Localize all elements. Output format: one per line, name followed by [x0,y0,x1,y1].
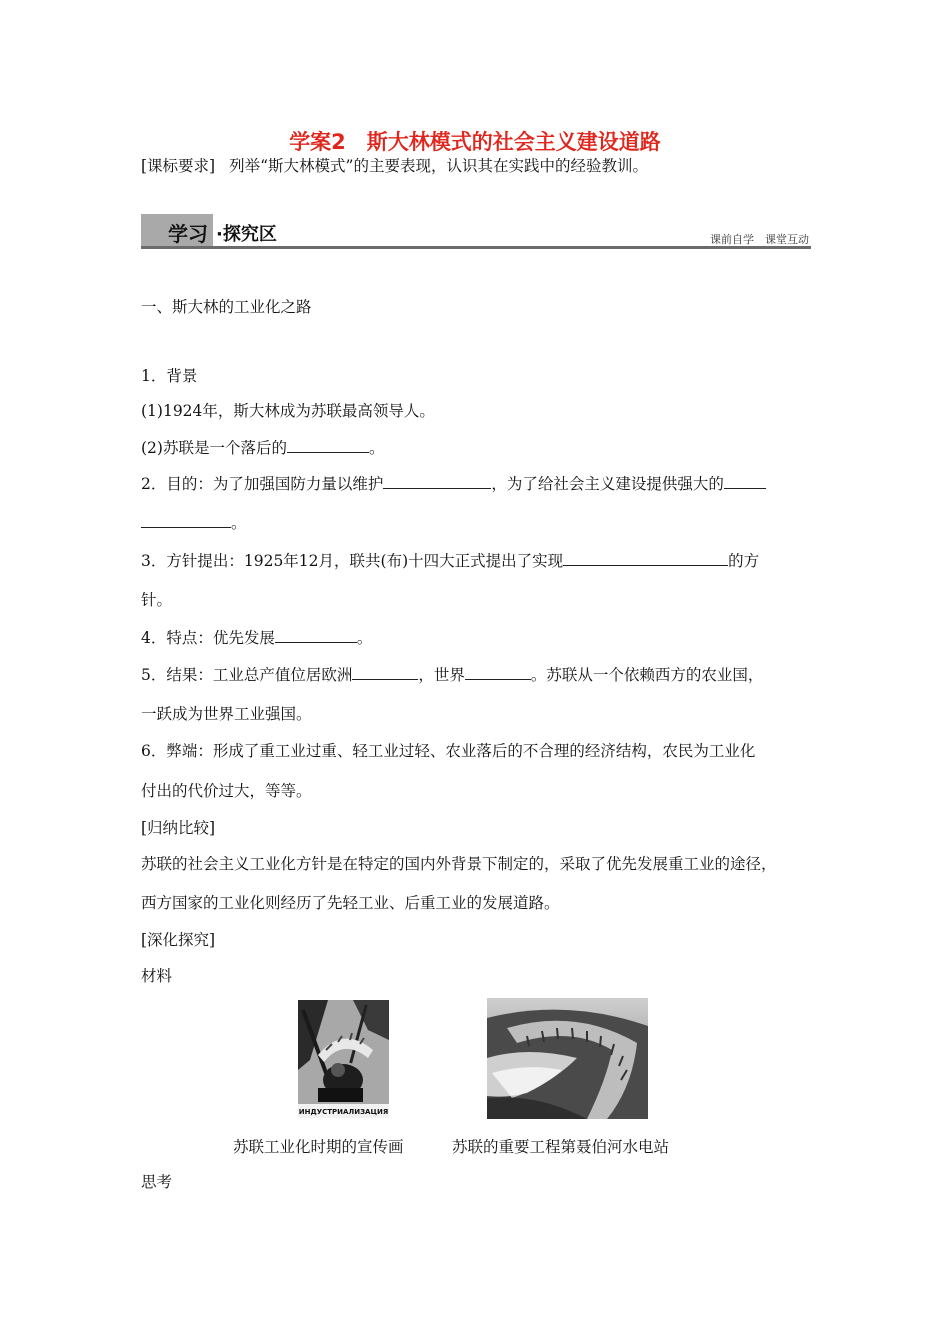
item-1-sub-1: (1)1924年，斯大林成为苏联最高领导人。 [141,402,435,420]
fill-blank[interactable] [383,473,491,489]
poster-illustration [298,1000,389,1118]
figure-1-caption: 苏联工业化时期的宣传画 [233,1138,404,1156]
deep-tag: [深化探究] [141,931,216,949]
section-banner-title: 学习 [168,222,208,246]
section-banner-tags: 课前自学 课堂互动 [710,233,809,246]
fill-blank[interactable] [287,437,369,453]
dam-photo-illustration [487,998,648,1119]
fill-blank[interactable] [141,512,231,528]
item-4: 4．特点：优先发展 。 [141,629,373,647]
item-1-label: 1．背景 [141,367,198,385]
compare-line-2: 西方国家的工业化则经历了先轻工业、后重工业的发展道路。 [141,894,560,912]
requirement-text: 列举“斯大林模式”的主要表现，认识其在实践中的经验教训。 [229,157,648,175]
section-heading: 一、斯大林的工业化之路 [141,298,312,316]
item-3: 3．方针提出：1925年12月，联共(布)十四大正式提出了实现 的方 [141,552,760,570]
section-banner-subtitle: ·探究区 [216,224,277,245]
item-5-line-2: 一跃成为世界工业强国。 [141,705,312,723]
fill-blank[interactable] [275,627,357,643]
dnieper-dam-image [487,998,648,1119]
course-requirement [141,156,648,176]
compare-line-1: 苏联的社会主义工业化方针是在特定的国内外背景下制定的，采取了优先发展重工业的途径， [141,855,777,873]
item-3-line-2: 针。 [141,591,173,609]
item-2: 2．目的：为了加强国防力量以维护 ，为了给社会主义建设提供强大的 [141,473,766,494]
poster-slogan: ИНДУСТРИАЛИЗАЦИЯ [298,1108,389,1116]
item-2-line-2: 。 [141,512,247,533]
requirement-tag: [课标要求] [141,157,216,175]
item-6-line-1: 6．弊端：形成了重工业过重、轻工业过轻、农业落后的不合理的经济结构，农民为工业化 [141,742,756,760]
fill-blank[interactable] [465,664,531,680]
propaganda-poster-image [298,1000,389,1118]
item-5: 5．结果：工业总产值位居欧洲 ，世界 。苏联从一个依赖西方的农业国， [141,666,764,684]
compare-tag: [归纳比较] [141,819,216,837]
figure-2-caption: 苏联的重要工程第聂伯河水电站 [452,1138,670,1156]
think-label: 思考 [141,1173,173,1191]
item-6-line-2: 付出的代价过大，等等。 [141,782,312,800]
item-1-sub-2: (2)苏联是一个落后的 。 [141,439,385,457]
fill-blank[interactable] [563,550,728,566]
fill-blank[interactable] [724,473,766,489]
fill-blank[interactable] [352,664,418,680]
material-label: 材料 [141,967,173,985]
page-title: 学案2 斯大林模式的社会主义建设道路 [289,130,661,154]
